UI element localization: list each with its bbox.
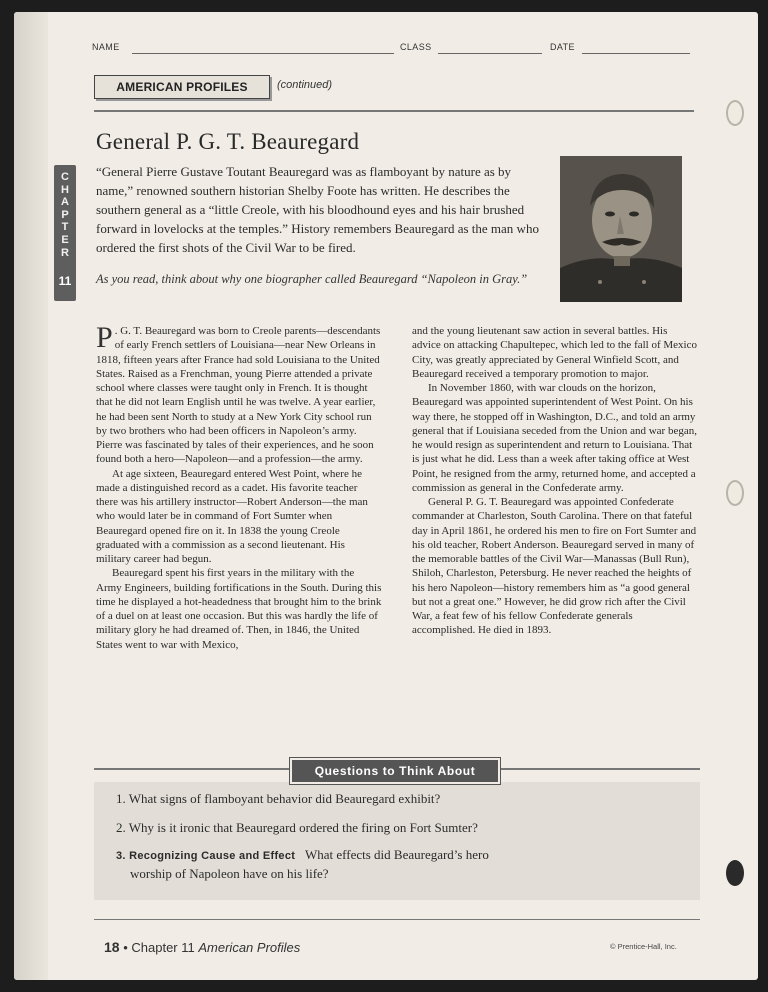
header-rule	[94, 110, 694, 112]
chapter-letter: P	[61, 208, 69, 221]
copyright: © Prentice-Hall, Inc.	[610, 942, 677, 951]
chapter-tab-letters	[54, 165, 76, 259]
chapter-letter: T	[61, 221, 69, 234]
question-3-skill: 3. Recognizing Cause and Effect	[116, 850, 296, 862]
questions-heading: Questions to Think About	[314, 764, 476, 778]
date-label: DATE	[550, 42, 575, 52]
article-column-right	[412, 324, 698, 638]
section-banner	[94, 75, 270, 99]
paragraph: At age sixteen, Beauregard entered West Point, where he made a distinguished record as a cadet. His favorite teacher there was his artillery instructor—Robert Anderson—the man who would later be in command of Fort Sumter when Beauregard opened fire on it. In 1838 the young Creole graduated with a commission as a second lieutenant. His military career had begun.	[96, 467, 368, 565]
question-1: 1. What signs of flamboyant behavior did Beauregard exhibit?	[116, 791, 441, 806]
chapter-letter: R	[61, 246, 69, 259]
paragraph: In November 1860, with war clouds on the horizon, Beauregard was appointed superintendent of West Point. On his way there, he stopped off in Washington, D.C., and told an army general that if Louisiana seceded from the Union and war began, he would resign as superintendent and return to Louisiana. That is just what he did. Less than a week after taking office at West Point, he resigned from the army, returned home, and accepted a commission as general in the Confederate army.	[412, 382, 697, 494]
chapter-letter: H	[61, 183, 69, 196]
class-label: CLASS	[400, 42, 432, 52]
chapter-letter: C	[61, 171, 69, 183]
paragraph: General P. G. T. Beauregard was appointed Confederate commander at Charleston, South Carolina. There on that fateful day in April 1861, he ordered his men to fire on Fort Sumter and his old teacher, Robert Anderson. Beauregard served in many of the memorable battles of the Civil War—Manassas (Bull Run), Shiloh, Charleston, Petersburg. He never reached the heights of his hero Napoleon—history remembers him as “a good general but not a great one.” However, he did grow rich after the Civil War, a feat few of his fellow Confederate generals accomplished. He died in 1893.	[412, 496, 697, 637]
footer-bullet: •	[123, 940, 128, 955]
binder-hole	[726, 480, 744, 506]
name-field-line	[132, 53, 394, 54]
binder-hole	[726, 860, 744, 886]
article-intro: “General Pierre Gustave Toutant Beauregard was as flamboyant by nature as by name,” renowned southern historian Shelby Foote has written. He describes the southern general as a “little Creole, with his bloodhound eyes and his hair brushed forward in lovelocks at the temples.” History remembers Beauregard as the man who ordered the first shots of the Civil War to be fired.	[96, 164, 539, 255]
page-edge	[14, 12, 48, 980]
portrait-illustration	[560, 156, 682, 302]
article-title: General P. G. T. Beauregard	[96, 129, 360, 154]
questions-heading-box	[290, 758, 500, 784]
chapter-letter: A	[61, 196, 69, 209]
paragraph: and the young lieutenant saw action in several battles. His advice on attacking Chapultepec, which led to the fall of Mexico City, was greatly appreciated by General Winfield Scott, and Beauregard received a temporary promotion to major.	[412, 325, 697, 380]
beauregard-portrait	[560, 156, 682, 302]
question-3	[116, 846, 489, 883]
question-3-text: What effects did Beauregard’s hero	[304, 847, 489, 862]
class-field-line	[438, 53, 542, 54]
chapter-letter: E	[61, 233, 69, 246]
section-title: AMERICAN PROFILES	[116, 80, 248, 94]
name-label: NAME	[92, 42, 120, 52]
worksheet-page	[14, 12, 758, 980]
question-3-text-cont: worship of Napoleon have on his life?	[130, 866, 329, 881]
footer-left	[104, 939, 300, 955]
question-2: 2. Why is it ironic that Beauregard ordered the firing on Fort Sumter?	[116, 820, 478, 835]
drop-cap: P	[96, 321, 113, 354]
date-field-line	[582, 53, 690, 54]
footer-rule	[94, 919, 700, 920]
chapter-number: 11	[58, 274, 72, 288]
paragraph: . G. T. Beauregard was born to Creole parents—descendants of early French settlers of Louisiana—near New Orleans in 1818, fifteen years after France had sold Louisiana to the United States. Raised as a Frenchman, young Pierre attended a private school where classes were taught only in French. It is thought that he did not learn English until he was twelve. A year earlier, he had been sent North to study at a New York City school run by two brothers who had been officers in Napoleon’s army. Pierre was fascinated by tales of their experiences, and he soon found both a hero—Napoleon—and a profession—the army.	[96, 325, 381, 466]
continued-label: (continued)	[277, 79, 333, 91]
footer-chapter: Chapter 11	[131, 940, 195, 955]
page-number: 18	[104, 939, 120, 955]
paragraph: Beauregard spent his first years in the military with the Army Engineers, building fortifications in the South. During this time he displayed a hot-headedness that brought him to the brink of a duel on at least one occasion. But this was hardly the life of military glory he had dreamed of. Then, in 1846, the United States went to war with Mexico,	[96, 567, 382, 651]
reading-prompt: As you read, think about why one biographer called Beauregard “Napoleon in Gray.”	[96, 272, 528, 286]
footer-book: American Profiles	[198, 940, 301, 955]
article-column-left	[96, 321, 382, 652]
binder-hole	[726, 100, 744, 126]
